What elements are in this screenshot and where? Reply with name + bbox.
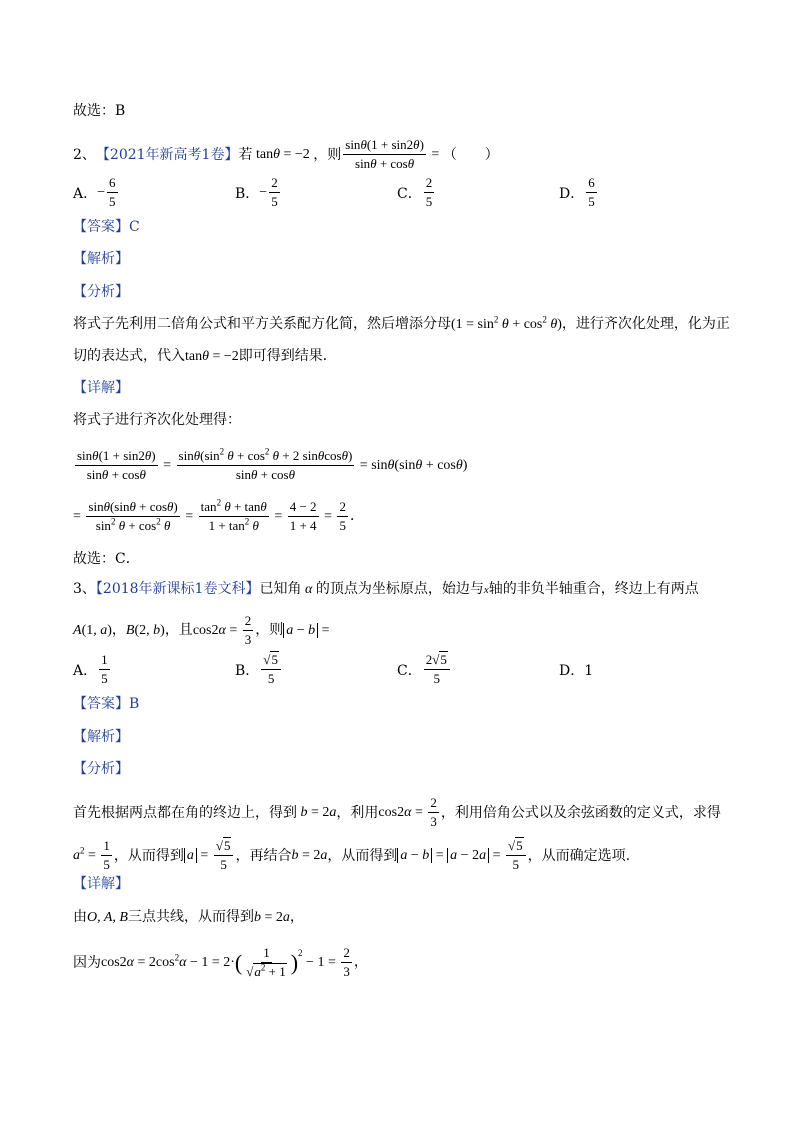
analysis-text-c: ，利用倍角公式以及余弦函数的定义式，求得	[440, 804, 721, 821]
q2-stem-text-b: ，则	[313, 146, 342, 163]
fenxi-heading: 【分析】	[73, 761, 129, 777]
q3-number: 3、	[73, 581, 96, 597]
fenxi-heading: 【分析】	[73, 284, 129, 300]
q3-detail-line-2: 因为 $\cos 2\alpha = 2\cos^2\alpha - 1 = 2\cdot$ ( $\frac{1}{√a^2 + 1}$ ) $^2$ − 1 = $\frac{2}{3}$ ，	[73, 945, 368, 979]
option-label: D．1	[559, 662, 594, 679]
analysis-text-a: 首先根据两点都在角的终边上，得到	[73, 804, 297, 821]
q3-option-a[interactable]: A． $\frac{1}{5}$	[73, 652, 108, 686]
conclusion-text: 故选：B	[73, 103, 126, 119]
q3-option-d[interactable]	[559, 652, 721, 687]
conclusion-text: 故选：C．	[73, 551, 140, 567]
q3-stem-text-c: 轴的非负半轴重合，终边上有两点	[488, 581, 699, 597]
option-label: D．	[559, 185, 585, 202]
q3-stem-text-a: 已知角	[259, 581, 302, 597]
answer-text: 【答案】C	[73, 219, 140, 235]
q3-detail-line-1: 由O, A, B三点共线，从而得到b = 2a，	[73, 909, 304, 925]
analysis-text-b: ，进行齐次化处理，化为正	[561, 316, 730, 332]
q2-option-c[interactable]: C． $\frac{2}{5}$	[397, 175, 433, 209]
detail-text-a: 由	[73, 909, 87, 925]
jiexi-heading: 【解析】	[73, 729, 129, 745]
xiangjie-heading: 【详解】	[73, 876, 129, 892]
q3-option-c[interactable]: C． $\frac{2√5}{5}$	[397, 652, 559, 687]
option-label: A．	[73, 662, 98, 679]
q2-option-a[interactable]: A． − $\frac{6}{5}$	[73, 175, 116, 209]
q2-analysis-line-2	[73, 346, 337, 367]
q2-option-b[interactable]: B． − $\frac{2}{5}$	[235, 175, 278, 209]
q2-stem: 2、 【2021年新高考1卷】 若 tanθ = −2 ，则 $\frac{\sin\theta(1 + \sin 2\theta)}{\sin\theta + \cos\theta}$ = （ ）	[73, 137, 499, 171]
q3-s2-a: ，	[111, 622, 126, 638]
q3-stem-text-b: 的顶点为坐标原点，始边与	[315, 581, 484, 597]
analysis-text-b: 即可得到结果．	[238, 348, 337, 364]
q3-option-b[interactable]: B． $\frac{√5}{5}$	[235, 652, 397, 687]
detail-text-b: 三点共线，从而得到	[127, 909, 254, 925]
q2-derivation-2: = $\frac{\sin\theta(\sin\theta + \cos\theta)}{\sin^2 \theta + \cos^2 \theta}$ = $\frac{\tan^2 \theta + \tan\theta}{1 + \tan^2 \theta}$ = $\frac{4 - 2}{1 + 4}$ = $\frac{2}{5}$ ．	[73, 497, 364, 533]
q3-options	[73, 652, 723, 687]
alpha-symbol: α	[301, 582, 316, 597]
option-label: C．	[397, 662, 422, 679]
detail-text-a: 因为	[73, 954, 101, 971]
answer-text: 【答案】B	[73, 696, 140, 712]
analysis-text: 将式子先利用二倍角公式和平方关系配方化简，然后增添分母	[73, 316, 451, 332]
q2-fenxi	[73, 282, 129, 302]
option-label: C．	[397, 185, 422, 202]
q2-number: 2、	[73, 146, 96, 163]
q3-s2-b: ，且	[164, 622, 193, 638]
q3-analysis-line-1: 首先根据两点都在角的终边上，得到 b = 2a ，利用 cos2α = $\frac{2}{3}$ ，利用倍角公式以及余弦函数的定义式，求得	[73, 795, 721, 829]
q2-detail-intro	[73, 410, 241, 430]
q2-expression: $\frac{\sin\theta(1 + \sin 2\theta)}{\sin\theta + \cos\theta}$	[345, 137, 424, 171]
option-label: A．	[73, 185, 98, 202]
jiexi-heading: 【解析】	[73, 251, 129, 267]
detail-text: 将式子进行齐次化处理得：	[73, 412, 241, 428]
q3-analysis-line-2: $a^2$ = $\frac{1}{5}$ ，从而得到 a = $\frac{√5}{5}$ ，再结合 b = 2a ，从而得到 a − b = a − 2a = $\frac{√5}{5}$ ，从而确定选项.	[73, 838, 631, 872]
q3-s2-c: ，则	[255, 622, 284, 638]
q2-options	[73, 175, 723, 210]
denominator-identity: $(1 = \sin^2 \theta + \cos^2 \theta)$	[451, 314, 562, 332]
x-axis-symbol: x	[483, 584, 489, 596]
tan-value: tanθ = −2	[185, 349, 239, 364]
xiangjie-heading: 【详解】	[73, 380, 129, 396]
q2-answer	[73, 217, 140, 237]
q3-stem-line-2: A(1, a) ， B(2, b) ，且 cos2α = $\frac{2}{3}$ ，则 a − b =	[73, 613, 330, 647]
q3-jiexi	[73, 727, 129, 747]
analysis-text: 切的表达式，代入	[73, 348, 185, 364]
q2-derivation-1: $\frac{\sin\theta(1 + \sin 2\theta)}{\sin\theta + \cos\theta}$ = $\frac{\sin\theta(\sin^2 \theta + \cos^2 \theta + 2 \sin\theta\cos\theta)}{\sin\theta + \cos\theta}$ = sinθ(sinθ + cosθ)	[77, 446, 468, 482]
q2-condition: tanθ = −2	[252, 146, 314, 162]
q2-stem-text-c: （ ）	[442, 146, 499, 163]
option-label: B．	[235, 185, 260, 202]
q2-xiangjie	[73, 378, 129, 398]
q2-stem-text-a: 若	[238, 146, 253, 163]
q2-source: 【2021年新高考1卷】	[95, 146, 239, 163]
analysis-text-a: ，从而得到	[113, 847, 184, 864]
q3-xiangjie	[73, 874, 129, 894]
q3-fenxi	[73, 759, 129, 779]
analysis-text-c: ，从而得到	[327, 847, 398, 864]
analysis-text-b: ，利用	[336, 804, 379, 821]
q3-stem	[73, 579, 699, 600]
analysis-text-b: ，再结合	[235, 847, 292, 864]
q3-source: 【2018年新课标1卷文科】	[95, 581, 260, 597]
q2-option-d[interactable]: D． $\frac{6}{5}$	[559, 175, 595, 209]
analysis-text-d: ，从而确定选项.	[527, 847, 631, 864]
detail-text-c: ，	[289, 909, 304, 925]
q2-conclusion	[73, 549, 140, 569]
q2-analysis-line-1	[73, 314, 730, 335]
option-label: B．	[235, 662, 260, 679]
prev-conclusion	[73, 101, 125, 121]
q3-answer	[73, 694, 139, 714]
q2-jiexi	[73, 249, 129, 269]
